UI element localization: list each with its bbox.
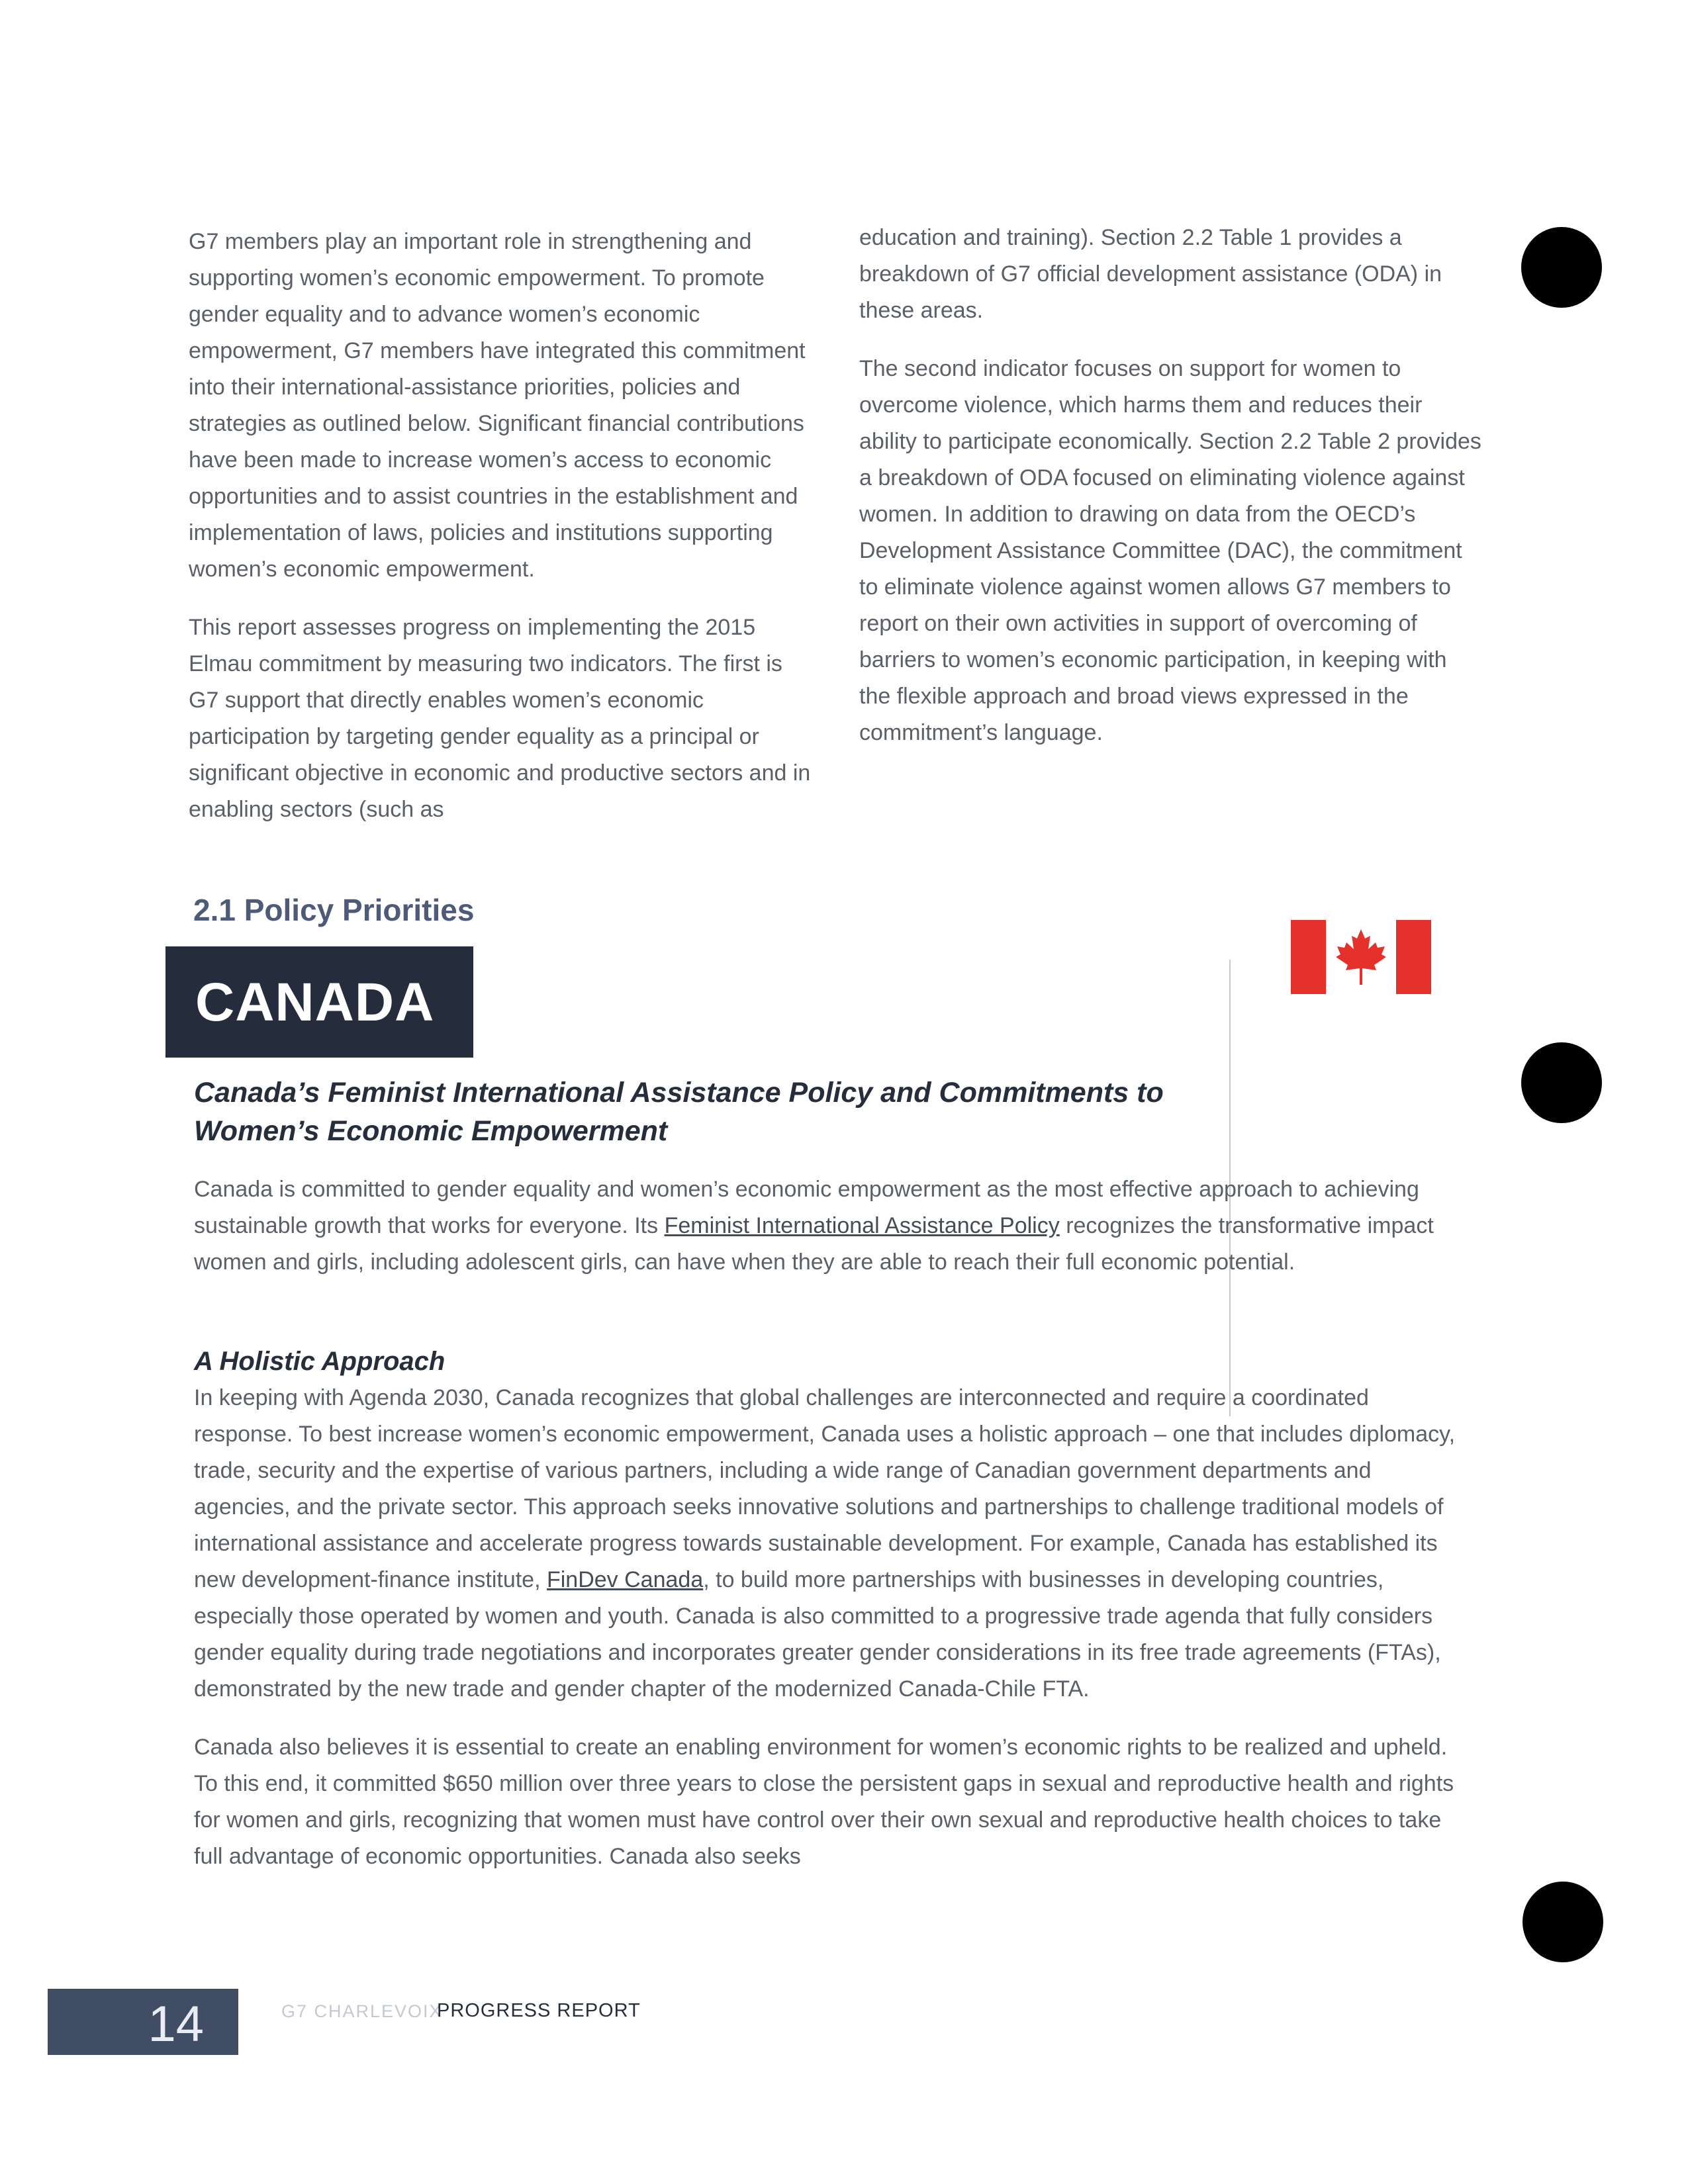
punch-hole-top xyxy=(1521,227,1602,308)
holistic-section xyxy=(194,1380,1472,1897)
intro-text-start: Canada is committed to gender equality and women’s economic empowerment as the most effective approach to achieving sustainable growth that works for everyone. Its xyxy=(194,1177,1419,1238)
enabling-environment-paragraph: Canada also believes it is essential to create an enabling environment for women’s economic rights to be realized and upheld. To this end, it committed $650 million over three years to close the persistent gaps in sexual and reproductive health and rights for women and girls, recognizing that women must have control over their own sexual and reproductive health choices to take full advantage of economic opportunities. Canada also seeks xyxy=(194,1735,1454,1869)
page-number-box xyxy=(48,1989,238,2055)
section-heading: 2.1 Policy Priorities xyxy=(193,893,475,927)
punch-hole-middle xyxy=(1521,1042,1602,1123)
footer-report-name: G7 CHARLEVOIX xyxy=(281,2001,443,2021)
canada-intro xyxy=(194,1171,1472,1302)
left-paragraph-2: This report assesses progress on implementing the 2015 Elmau commitment by measuring two indicators. The first is G7 support that directly enables women’s economic participation by targeting gender equality as a principal or significant objective in economic and productive sectors and in enabling sectors (such as xyxy=(189,615,811,822)
country-banner xyxy=(165,946,473,1058)
punch-hole-bottom xyxy=(1523,1882,1603,1962)
right-column xyxy=(859,220,1481,773)
right-paragraph-2: The second indicator focuses on support for women to overcome violence, which harms them and reduces their ability to participate economically. Section 2.2 Table 2 provides a breakdown of ODA focused on eliminating violence against women. In addition to drawing on data from the OECD’s Development Assistance Committee (DAC), the commitment to eliminate violence against women allows G7 members to report on their own activities in support of overcoming of barriers to women’s economic participation, in keeping with the flexible approach and broad views expressed in the commitment’s language. xyxy=(859,356,1481,745)
left-paragraph-1: G7 members play an important role in strengthening and supporting women’s economic empowerment. To promote gender equality and to advance women’s economic empowerment, G7 members have integrated this commitment into their international-assistance priorities, policies and strategies as outlined below. Significant financial contributions have been made to increase women’s access to economic opportunities and to assist countries in the establishment and implementation of laws, policies and institutions supporting women’s economic empowerment. xyxy=(189,229,806,582)
feminist-policy-link[interactable]: Feminist International Assistance Policy xyxy=(664,1213,1060,1238)
intro-text-end: recognizes the transformative impact women and girls, including adolescent girls, can have when they are able to reach their full economic potential. xyxy=(194,1213,1434,1275)
holistic-text-end: , to build more partnerships with businesses in developing countries, especially those operated by women and youth. Canada is also committed to a progressive trade agenda that fully considers gender equality during trade negotiations and incorporates greater gender considerations in its free trade agreements (FTAs), demonstrated by the new trade and gender chapter of the modernized Canada-Chile FTA. xyxy=(194,1567,1441,1702)
findev-canada-link[interactable]: FinDev Canada xyxy=(546,1567,704,1592)
canada-flag-icon xyxy=(1291,920,1431,994)
left-column xyxy=(189,224,811,850)
policy-subtitle: Canada’s Feminist International Assistance Policy and Commitments to Women’s Economic Empowerment xyxy=(194,1077,1164,1147)
footer-title: PROGRESS REPORT xyxy=(437,2000,641,2021)
country-name: CANADA xyxy=(195,972,435,1032)
right-paragraph-1: education and training). Section 2.2 Table 1 provides a breakdown of G7 official development assistance (ODA) in these areas. xyxy=(859,225,1442,323)
intro-paragraph xyxy=(194,1171,1472,1281)
holistic-paragraph xyxy=(194,1380,1472,1707)
holistic-approach-heading: A Holistic Approach xyxy=(194,1347,445,1376)
page-number: 14 xyxy=(148,1996,204,2052)
holistic-text-start: In keeping with Agenda 2030, Canada recognizes that global challenges are interconnected and require a coordinated response. To best increase women’s economic empowerment, Canada uses a holistic approach – one that includes diplomacy, trade, security and the expertise of various partners, including a wide range of Canadian government departments and agencies, and the private sector. This approach seeks innovative solutions and partnerships to challenge traditional models of international assistance and accelerate progress towards sustainable development. For example, Canada has established its new development-finance institute, xyxy=(194,1385,1456,1592)
